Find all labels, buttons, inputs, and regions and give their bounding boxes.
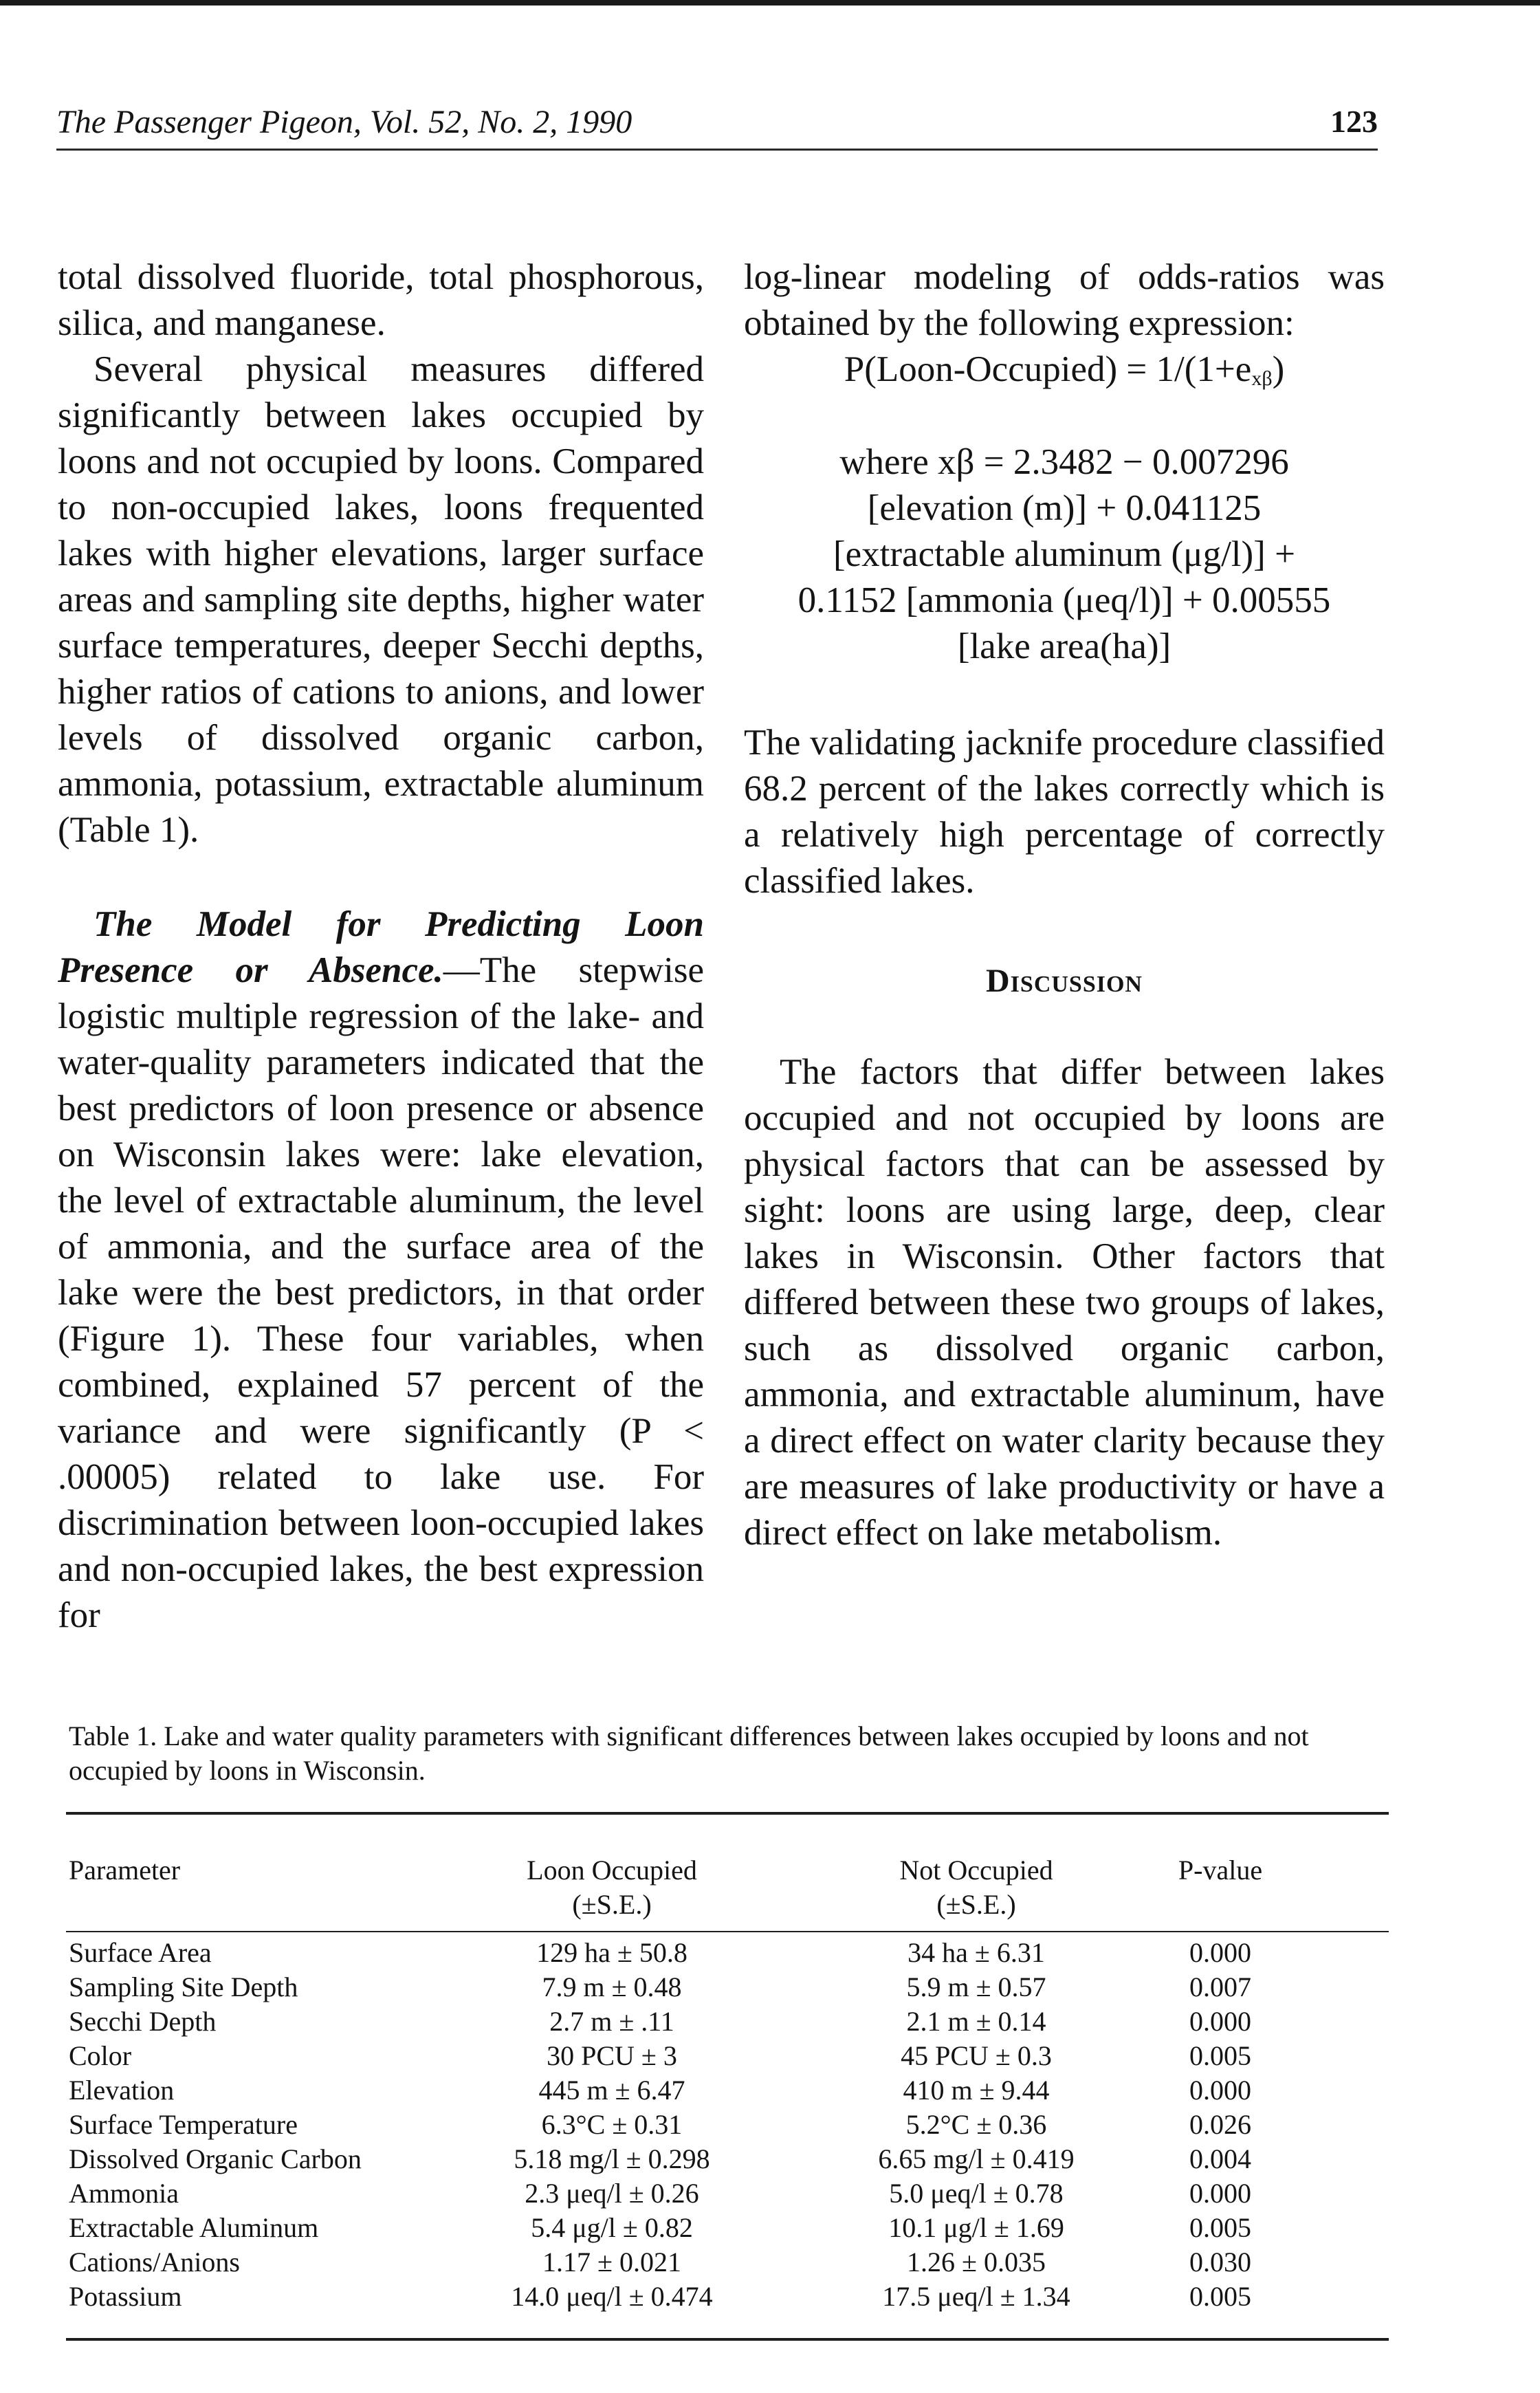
table-row: Sampling Site Depth 7.9 m ± 0.48 5.9 m ± 0.57 0.007 bbox=[69, 1971, 1251, 2002]
table-header bbox=[69, 1853, 1389, 1929]
data-table bbox=[69, 1853, 1389, 2312]
table-row: Dissolved Organic Carbon 5.18 mg/l ± 0.298 6.65 mg/l ± 0.419 0.004 bbox=[69, 2143, 1251, 2174]
paragraph-model bbox=[58, 902, 704, 1639]
running-header bbox=[56, 103, 1378, 151]
table-row: Cations/Anions 1.17 ± 0.021 1.26 ± 0.035 0.030 bbox=[69, 2247, 1251, 2277]
col-header-p-value: P-value bbox=[1178, 1855, 1263, 1886]
formula-probability: P(Loon-Occupied) = $1/(1+e_{x\beta})$ bbox=[844, 349, 1285, 390]
table-header-rule bbox=[66, 1931, 1389, 1932]
table-row: Potassium 14.0 μeq/l ± 0.474 17.5 μeq/l ± 1.34 0.005 bbox=[69, 2281, 1251, 2312]
run-in-heading: The Model for Predicting Loon Presence or Absence. bbox=[58, 904, 704, 990]
paragraph-loglinear: log-linear modeling of odds-ratios was obtained by the following expression: bbox=[744, 257, 1385, 343]
col-header-parameter: Parameter bbox=[69, 1855, 181, 1886]
page-top-edge bbox=[0, 0, 1540, 6]
table-top-rule bbox=[66, 1812, 1389, 1815]
page-number: 123 bbox=[1330, 104, 1378, 139]
table-row: Ammonia 2.3 μeq/l ± 0.26 5.0 μeq/l ± 0.78 0.000 bbox=[69, 2178, 1251, 2209]
formula-definition: where xβ = 2.3482 − 0.007296 [elevation (m)] + 0.041125 [extractable aluminum (μg/l)] + 0.1152 [ammonia (μeq/l)] + 0.00555 [lake area(ha)] bbox=[798, 442, 1331, 666]
paragraph-model-body: —The stepwise logistic multiple regression of the lake- and water-quality parameters indicated that the best predictors of loon presence or absence on Wisconsin lakes were: lake elevation, the level of extractable aluminum, the level of ammonia, and the surface area of the lake were the best predictors, in that order (Figure 1). These four variables, when combined, explained 57 percent of the variance and were significantly (P < .00005) related to lake use. For discrimination between loon-occupied lakes and non-occupied lakes, the best expression for bbox=[58, 950, 704, 1635]
table-row: Secchi Depth 2.7 m ± .11 2.1 m ± 0.14 0.000 bbox=[69, 2006, 1251, 2037]
paragraph-jacknife: The validating jacknife procedure classified 68.2 percent of the lakes correctly which is a relatively high percentage of correctly classified lakes. bbox=[744, 723, 1385, 901]
paragraph-discussion: The factors that differ between lakes occupied and not occupied by loons are physical factors that can be assessed by sight: loons are using large, deep, clear lakes in Wisconsin. Other factors that differed between these two groups of lakes, such as dissolved organic carbon, ammonia, and extractable aluminum, have a direct effect on water clarity because they are measures of lake productivity or have a direct effect on lake metabolism. bbox=[744, 1052, 1385, 1553]
journal-citation: The Passenger Pigeon, Vol. 52, No. 2, 1990 bbox=[56, 104, 632, 140]
table-row: Surface Temperature 6.3°C ± 0.31 5.2°C ± 0.36 0.026 bbox=[69, 2109, 1251, 2140]
paragraph-continued: total dissolved fluoride, total phosphorous, silica, and manganese. bbox=[58, 257, 704, 343]
table-row: Surface Area 129 ha ± 50.8 34 ha ± 6.31 0.000 bbox=[69, 1937, 1251, 1968]
table-row: Color 30 PCU ± 3 45 PCU ± 0.3 0.005 bbox=[69, 2040, 1251, 2071]
col-header-loon-occupied: Loon Occupied (±S.E.) bbox=[527, 1855, 697, 1920]
paragraph-physical-measures: Several physical measures differed significantly between lakes occupied by loons and not occupied by loons. Compared to non-occupied lakes, loons frequented lakes with higher elevations, larger surface areas and sampling site depths, higher water surface temperatures, deeper Secchi depths, higher ratios of cations to anions, and lower levels of dissolved organic carbon, ammonia, potassium, extractable aluminum (Table 1). bbox=[58, 349, 704, 850]
right-column bbox=[744, 254, 1385, 1556]
table-bottom-rule bbox=[66, 2338, 1389, 2341]
table-body bbox=[69, 1936, 1389, 2314]
section-heading-discussion: Discussion bbox=[986, 963, 1143, 999]
table-caption: Table 1. Lake and water quality parameters with significant differences between lakes occupied by loons and not occupied by loons in Wisconsin. bbox=[69, 1720, 1309, 1786]
table-row: Elevation 445 m ± 6.47 410 m ± 9.44 0.000 bbox=[69, 2075, 1251, 2106]
col-header-not-occupied: Not Occupied (±S.E.) bbox=[899, 1855, 1053, 1920]
formula-subscript: xβ bbox=[1251, 367, 1273, 390]
table-row: Extractable Aluminum 5.4 μg/l ± 0.82 10.1 μg/l ± 1.69 0.005 bbox=[69, 2212, 1251, 2243]
left-column bbox=[58, 254, 704, 1639]
